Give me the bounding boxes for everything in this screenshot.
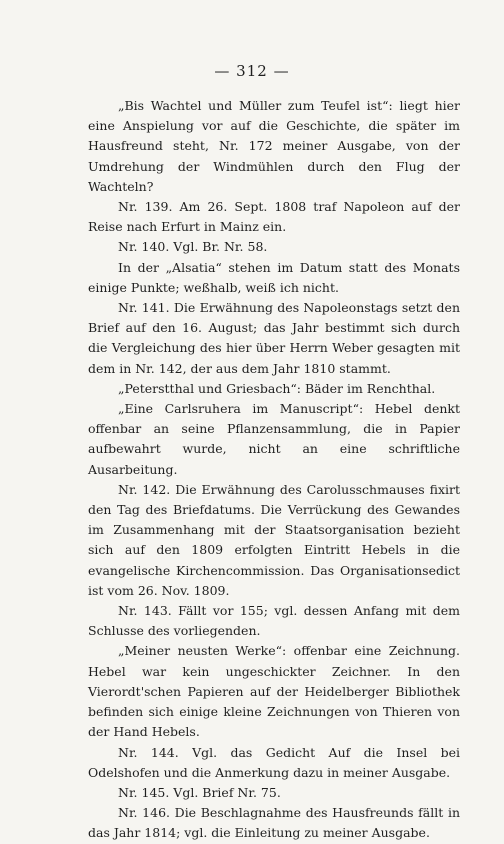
page-number: — 312 — [214, 62, 290, 80]
paragraph-nr-145: Nr. 145. Vgl. Brief Nr. 75. [118, 784, 281, 800]
paragraph-nr-144: Nr. 144. Vgl. das Gedicht Auf die Insel bei Odelshofen und die Anmerkung dazu in meiner Ausgabe. [88, 744, 460, 780]
paragraph-peterstthal: „Peterstthal und Griesbach“: Bäder im Renchthal. [118, 380, 436, 396]
paragraph-nr-146: Nr. 146. Die Beschlagnahme des Hausfreunds fällt in das Jahr 1814; vgl. die Einleitung zu meiner Ausgabe. [88, 805, 460, 841]
paragraph-nr-140: Nr. 140. Vgl. Br. Nr. 58. [118, 239, 268, 255]
paragraph-nr-139: Nr. 139. Am 26. Sept. 1808 traf Napoleon auf der Reise nach Erfurt in Mainz ein. [88, 199, 460, 235]
paragraph-carlsruhera: „Eine Carlsruhera im Manuscript“: Hebel denkt offenbar an seine Pflanzensammlung, die in Papier aufbewahrt wurde, nicht an eine schriftliche Ausarbeitung. [88, 401, 460, 477]
paragraph-nr-141: Nr. 141. Die Erwähnung des Napoleonstags setzt den Brief auf den 16. August; das Jahr bestimmt sich durch die Vergleichung des hier über Herrn Weber gesagten mit dem in Nr. 142, der aus dem Jahr 1810 stammt. [88, 300, 460, 376]
paragraph-alsatia: In der „Alsatia“ stehen im Datum statt des Monats einige Punkte; weßhalb, weiß ich nicht. [88, 259, 460, 295]
paragraph-nr-142: Nr. 142. Die Erwähnung des Carolusschmauses fixirt den Tag des Briefdatums. Die Verrückung des Gewandes im Zusammenhang mit der Staatsorganisation bezieht sich auf den 1809 erfolgten Eintritt Hebels in die evangelische Kirchencommission. Das Organisationsedict ist vom 26. Nov. 1809. [88, 481, 460, 598]
paragraph-wachtel: „Bis Wachtel und Müller zum Teufel ist“: liegt hier eine Anspielung vor auf die Geschichte, die später im Hausfreund steht, Nr. 172 meiner Ausgabe, von der Umdrehung der Windmühlen durch den Flug der Wachteln? [88, 98, 460, 194]
paragraph-nr-143: Nr. 143. Fällt vor 155; vgl. dessen Anfang mit dem Schlusse des vorliegenden. [88, 603, 460, 639]
page-body [88, 96, 460, 844]
paragraph-neusten-werke: „Meiner neusten Werke“: offenbar eine Zeichnung. Hebel war kein ungeschickter Zeichner. In den Vierordt'schen Papieren auf der Heidelberger Bibliothek befinden sich einige kleine Zeichnungen von Thieren von der Hand Hebels. [88, 643, 460, 740]
